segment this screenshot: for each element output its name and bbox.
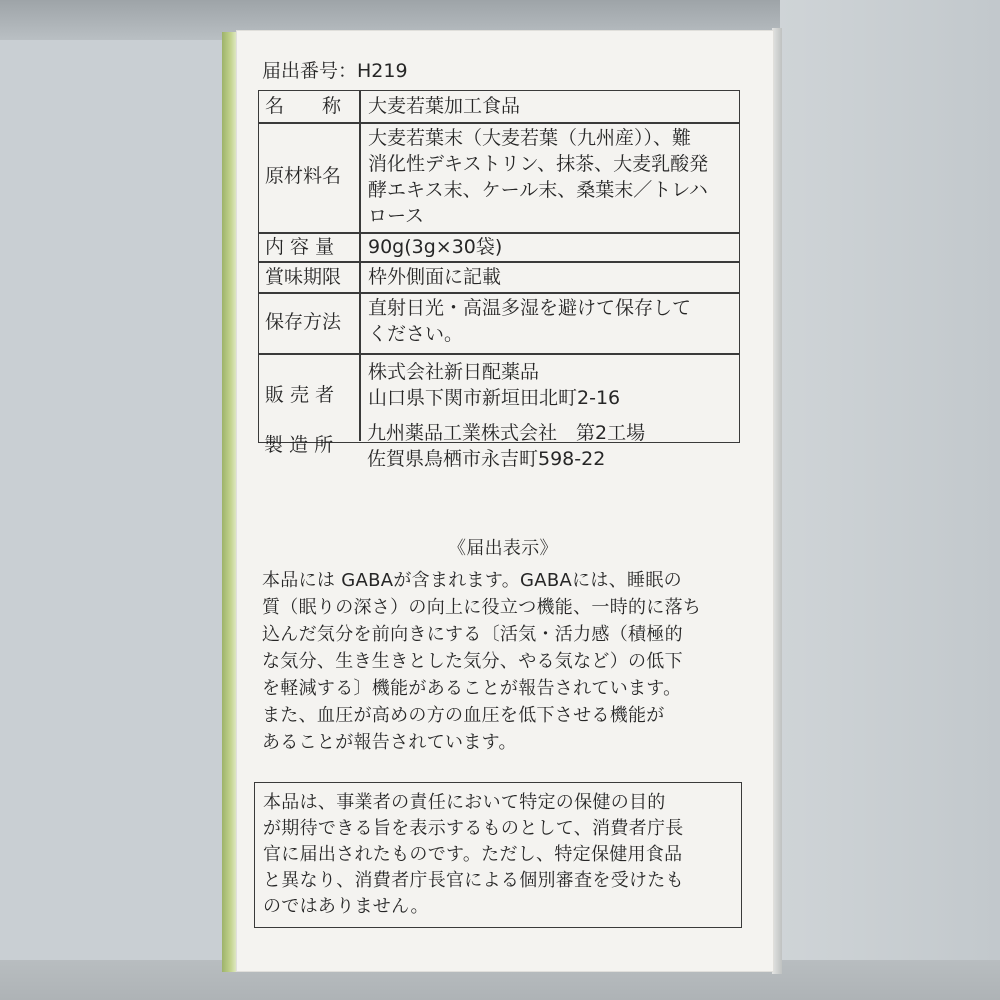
table-row-divider — [259, 232, 739, 234]
table-row-divider — [259, 353, 739, 355]
notice-line: また、血圧が高めの方の血圧を低下させる機能が — [262, 705, 665, 726]
notification-number: 届出番号：H219 — [262, 60, 408, 82]
notice-line: 質（眠りの深さ）の向上に役立つ機能、一時的に落ち — [262, 597, 702, 618]
seller-line: 山口県下関市新垣田北町2-16 — [368, 387, 621, 409]
notice-heading: 《届出表示》 — [448, 538, 558, 559]
notice-line: あることが報告されています。 — [262, 732, 517, 753]
label-card — [236, 30, 774, 972]
ingredients-line: 消化性デキストリン、抹茶、大麦乳酸発 — [368, 153, 709, 175]
table-row-divider — [259, 122, 739, 124]
storage-line: ください。 — [368, 323, 464, 345]
disclaimer-box — [254, 782, 742, 928]
disclaimer-line: 本品は、事業者の責任において特定の保健の目的 — [263, 792, 666, 813]
name-label: 名 称 — [265, 95, 342, 117]
table-column-divider — [359, 91, 361, 441]
notice-line: を軽減する〕機能があることが報告されています。 — [262, 678, 682, 699]
info-table — [258, 90, 740, 443]
best-before-label: 賞味期限 — [265, 266, 342, 288]
table-row-divider — [259, 292, 739, 294]
manufacturer-label: 製 造 所 — [264, 434, 334, 456]
storage-label: 保存方法 — [265, 311, 342, 333]
notice-line: な気分、生き生きとした気分、やる気など）の低下 — [262, 651, 683, 672]
ingredients-line: ロース — [368, 205, 425, 227]
ingredients-line: 大麦若葉末（大麦若葉（九州産））、難 — [368, 127, 692, 149]
disclaimer-line: と異なり、消費者庁長官による個別審査を受けたも — [263, 870, 684, 891]
disclaimer-line: が期待できる旨を表示するものとして、消費者庁長 — [263, 818, 684, 839]
table-row-divider — [259, 261, 739, 263]
best-before-value: 枠外側面に記載 — [368, 266, 502, 288]
ingredients-label: 原材料名 — [265, 165, 342, 187]
background-right — [780, 0, 1000, 1000]
disclaimer-line: 官に届出されたものです。ただし、特定保健用食品 — [263, 844, 683, 865]
seller-line: 株式会社新日配薬品 — [368, 361, 540, 383]
content-value: 90g(3g×30袋) — [368, 236, 503, 258]
content-label: 内 容 量 — [265, 236, 335, 258]
storage-line: 直射日光・高温多湿を避けて保存して — [368, 297, 692, 319]
seller-label: 販 売 者 — [265, 384, 335, 406]
name-value: 大麦若葉加工食品 — [368, 95, 521, 117]
manufacturer-line: 佐賀県鳥栖市永吉町598-22 — [367, 448, 606, 470]
manufacturer-line: 九州薬品工業株式会社 第2工場 — [367, 422, 646, 444]
notice-line: 本品には GABAが含まれます。GABAには、睡眠の — [262, 570, 682, 591]
notice-line: 込んだ気分を前向きにする〔活気・活力感（積極的 — [262, 624, 683, 645]
ingredients-line: 酵エキス末、ケール末、桑葉末／トレハ — [368, 179, 708, 201]
disclaimer-line: のではありません。 — [263, 896, 429, 917]
